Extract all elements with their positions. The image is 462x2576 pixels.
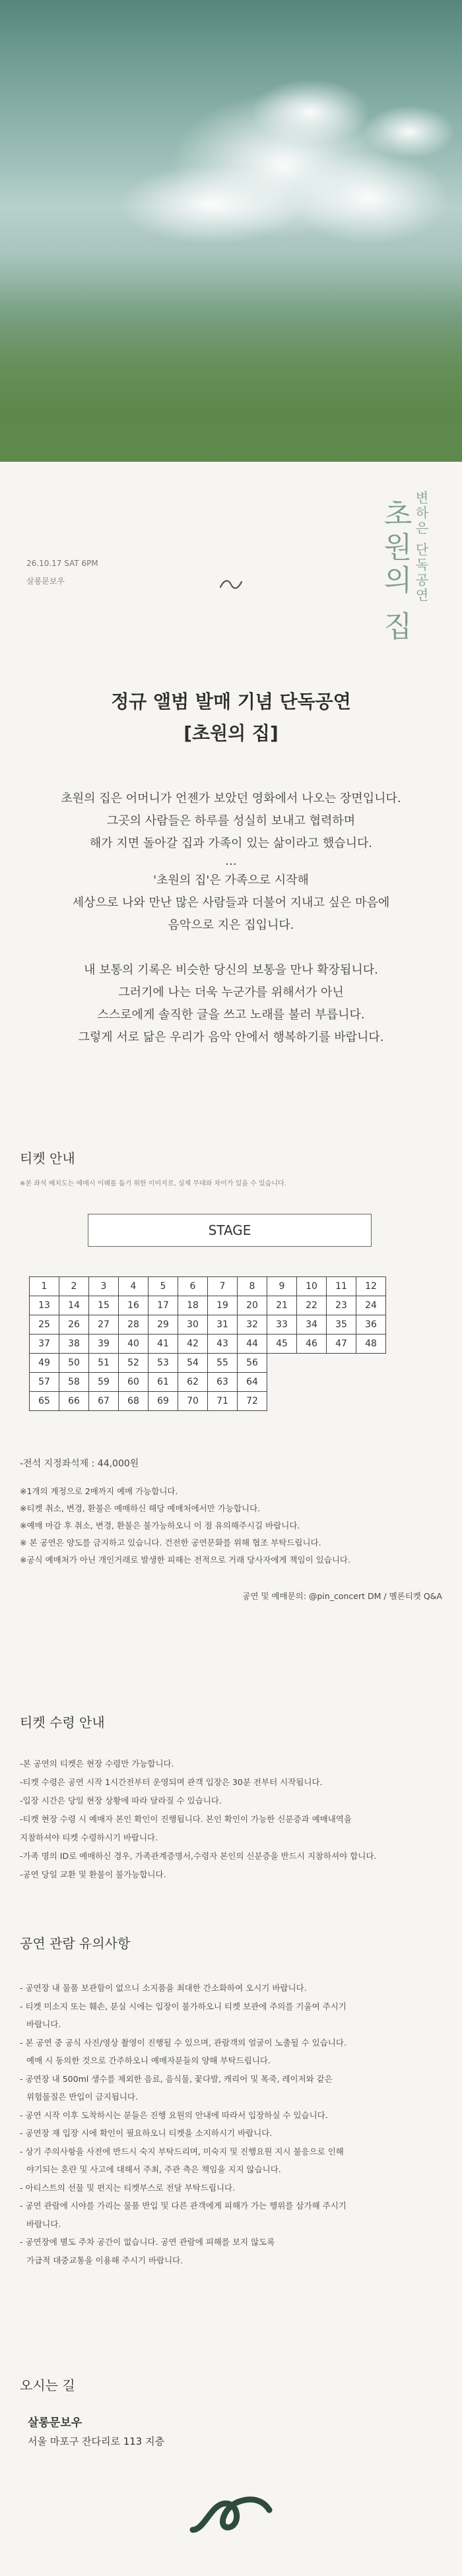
seat-cell: 27: [89, 1315, 119, 1335]
caution-item: 야기되는 혼란 및 사고에 대해서 주최, 주관 측은 책임을 지지 않습니다.: [26, 2164, 281, 2174]
caution-item: - 본 공연 중 공식 사진/영상 촬영이 진행될 수 있으며, 관람객의 얼굴이 노출될 수 있습니다.: [20, 2037, 346, 2048]
ticket-info: [20, 1455, 139, 1473]
intro-paragraph-3: [0, 959, 462, 1049]
seat-empty: [267, 1373, 297, 1392]
seat-map: [29, 1276, 386, 1411]
seat-cell: 70: [178, 1392, 208, 1411]
seat-cell: 22: [297, 1296, 327, 1315]
intro-line: 스스로에게 솔직한 글을 쓰고 노래를 불러 부릅니다.: [97, 1008, 365, 1022]
pickup-item: -입장 시간은 당일 현장 상황에 따라 달라질 수 있습니다.: [20, 1796, 222, 1806]
pickup-item: -티켓 수령은 공연 시작 1시간전부터 운영되며 관객 입장은 30분 전부터 시작됩니다.: [20, 1777, 323, 1787]
seat-cell: 59: [89, 1373, 119, 1392]
pickup-item: -가족 명의 ID로 예매하신 경우, 가족관계증명서,수령자 본인의 신분증을 반드시 지참하셔야 합니다.: [20, 1851, 377, 1861]
hero-scenery-graphic: [0, 0, 462, 462]
price-info: -전석 지정좌석제 : 44,000원: [20, 1459, 139, 1469]
caution-item: - 아티스트의 선물 및 편지는 티켓부스로 전달 부탁드립니다.: [20, 2182, 236, 2193]
caution-item: - 공연장에 별도 주차 공간이 없습니다. 공연 관람에 피해를 보지 않도록: [20, 2237, 275, 2247]
seat-cell: 57: [30, 1373, 59, 1392]
seat-cell: 36: [356, 1315, 386, 1335]
intro-ellipsis: ...: [225, 854, 237, 868]
headline-line1: 정규 앨범 발매 기념 단독공연: [111, 691, 351, 712]
pickup-item: -티켓 현장 수령 시 예매자 본인 확인이 진행됩니다. 본인 확인이 가능한 신분증과 예매내역을: [20, 1814, 352, 1824]
caution-item: - 공연장 내 500ml 생수를 제외한 음료, 음식물, 꽃다발, 캐리어 및 폭죽, 레이저와 같은: [20, 2073, 333, 2084]
seat-cell: 23: [327, 1296, 356, 1315]
seat-row: [30, 1392, 386, 1411]
seat-empty: [356, 1354, 386, 1373]
seat-empty: [267, 1392, 297, 1411]
seat-cell: 64: [238, 1373, 267, 1392]
seat-cell: 6: [178, 1277, 208, 1296]
seat-empty: [327, 1354, 356, 1373]
pickup-item: 지참하셔야 티켓 수령하시기 바랍니다.: [20, 1833, 158, 1842]
seat-cell: 14: [59, 1296, 89, 1315]
pickup-section-title: 티켓 수령 안내: [20, 1714, 105, 1730]
seat-cell: 66: [59, 1392, 89, 1411]
seat-row: [30, 1335, 386, 1354]
seat-cell: 20: [238, 1296, 267, 1315]
seat-cell: 45: [267, 1335, 297, 1354]
seat-cell: 28: [119, 1315, 148, 1335]
headline: [0, 686, 462, 749]
intro-line: 해가 지면 돌아갈 집과 가족이 있는 삶이라고 했습니다.: [89, 836, 373, 850]
seat-cell: 5: [148, 1277, 178, 1296]
seat-cell: 11: [327, 1277, 356, 1296]
seat-cell: 62: [178, 1373, 208, 1392]
ticket-note: ※1개의 계정으로 2매까지 예매 가능합니다.: [20, 1486, 178, 1496]
seat-row: [30, 1354, 386, 1373]
caution-item: - 티켓 미소지 또는 훼손, 분실 시에는 입장이 불가하오니 티켓 보관에 주의를 기울여 주시기: [20, 2001, 346, 2011]
seat-cell: 2: [59, 1277, 89, 1296]
seat-cell: 42: [178, 1335, 208, 1354]
seat-cell: 65: [30, 1392, 59, 1411]
seat-cell: 10: [297, 1277, 327, 1296]
caution-section-title: 공연 관람 유의사항: [20, 1935, 131, 1951]
seat-cell: 71: [208, 1392, 238, 1411]
pickup-item: -공연 당일 교환 및 환불이 불가능합니다.: [20, 1869, 166, 1879]
caution-item: - 공연 관람에 시야를 가리는 물품 반입 및 다른 관객에게 피해가 가는 행위를 삼가해 주시기: [20, 2201, 346, 2211]
intro-line: 음악으로 지은 집입니다.: [168, 918, 294, 932]
ticket-notes: [20, 1483, 350, 1569]
seat-cell: 58: [59, 1373, 89, 1392]
intro-line: 그렇게 서로 닮은 우리가 음악 안에서 행복하기를 바랍니다.: [78, 1030, 384, 1044]
caution-item: 예매 시 동의한 것으로 간주하오니 예매자분들의 양해 부탁드립니다.: [26, 2056, 271, 2065]
seat-cell: 30: [178, 1315, 208, 1335]
seat-cell: 41: [148, 1335, 178, 1354]
pickup-list: [20, 1755, 376, 1884]
seat-empty: [297, 1373, 327, 1392]
seat-cell: 52: [119, 1354, 148, 1373]
intro-paragraph-1: [0, 788, 462, 855]
seat-cell: 25: [30, 1315, 59, 1335]
seat-cell: 24: [356, 1296, 386, 1315]
intro-line: 그곳의 사람들은 하루를 성실히 보내고 협력하며: [106, 814, 356, 828]
caution-item: 위험물질은 반입이 금지됩니다.: [26, 2092, 138, 2102]
seat-cell: 67: [89, 1392, 119, 1411]
seat-cell: 16: [119, 1296, 148, 1315]
pickup-item: -본 공연의 티켓은 현장 수령만 가능합니다.: [20, 1759, 174, 1769]
seat-cell: 43: [208, 1335, 238, 1354]
seat-cell: 38: [59, 1335, 89, 1354]
seat-cell: 12: [356, 1277, 386, 1296]
seat-cell: 53: [148, 1354, 178, 1373]
seat-cell: 29: [148, 1315, 178, 1335]
seat-empty: [267, 1354, 297, 1373]
seat-cell: 13: [30, 1296, 59, 1315]
concert-date: 26.10.17 SAT 6PM: [26, 559, 98, 568]
ticket-note: ※공식 예매처가 아닌 개인거래로 발생한 피해는 전적으로 거래 당사자에게 책임이 있습니다.: [20, 1555, 350, 1565]
seat-cell: 4: [119, 1277, 148, 1296]
directions-section-title: 오시는 길: [20, 2377, 75, 2393]
seat-cell: 8: [238, 1277, 267, 1296]
seat-cell: 32: [238, 1315, 267, 1335]
caution-item: 가급적 대중교통을 이용해 주시기 바랍니다.: [26, 2255, 183, 2265]
seat-empty: [297, 1392, 327, 1411]
seat-cell: 54: [178, 1354, 208, 1373]
concert-subtitle: 변하은 단독공연: [413, 491, 429, 604]
seat-cell: 33: [267, 1315, 297, 1335]
seat-row: [30, 1373, 386, 1392]
headline-line2: [초원의 집]: [183, 722, 279, 744]
intro-line: 그러기에 나는 더욱 누군가를 위해서가 아닌: [118, 986, 344, 999]
intro-line: '초원의 집'은 가족으로 시작해: [153, 873, 309, 887]
ticket-note: ※예매 마감 후 취소, 변경, 환불은 불가능하오니 이 점 유의해주시길 바랍니다.: [20, 1521, 300, 1530]
seat-cell: 34: [297, 1315, 327, 1335]
ticket-note: ※티켓 취소, 변경, 환불은 예매하신 해당 예매처에서만 가능합니다.: [20, 1503, 261, 1513]
caution-item: - 공연 시작 이후 도착하시는 분들은 진행 요원의 안내에 따라서 입장하실 수 있습니다.: [20, 2110, 328, 2120]
caution-item: - 공연장 내 물품 보관함이 없으니 소지품을 최대한 간소화하여 오시기 바랍니다.: [20, 1983, 307, 1993]
seat-cell: 56: [238, 1354, 267, 1373]
seat-row: [30, 1277, 386, 1296]
seat-empty: [327, 1392, 356, 1411]
seat-map-note: ※본 좌석 배치도는 예매시 이해를 돕기 위한 이미지로, 실제 무대와 차이가 있을 수 있습니다.: [20, 1180, 286, 1187]
intro-line: 초원의 집은 어머니가 언젠가 보았던 영화에서 나오는 장면입니다.: [61, 792, 401, 805]
stage-label: STAGE: [88, 1214, 372, 1247]
venue-name: 살롱문보우: [28, 2416, 82, 2430]
caution-list: [20, 1979, 346, 2269]
logo-icon: [185, 2484, 277, 2543]
seat-cell: 68: [119, 1392, 148, 1411]
squiggle-icon: [218, 577, 244, 592]
seat-cell: 26: [59, 1315, 89, 1335]
seat-cell: 50: [59, 1354, 89, 1373]
concert-venue: 살롱문보우: [26, 577, 65, 586]
concert-title-vertical: 초원의 집: [378, 499, 412, 644]
seat-cell: 1: [30, 1277, 59, 1296]
seat-empty: [356, 1373, 386, 1392]
seat-cell: 46: [297, 1335, 327, 1354]
caution-item: 바랍니다.: [26, 2019, 61, 2029]
seat-cell: 37: [30, 1335, 59, 1354]
ticket-section-title: 티켓 안내: [20, 1150, 75, 1166]
seat-cell: 15: [89, 1296, 119, 1315]
seat-cell: 44: [238, 1335, 267, 1354]
seat-cell: 31: [208, 1315, 238, 1335]
caution-item: - 공연장 재 입장 시에 확인이 필요하오니 티켓을 소지하시기 바랍니다.: [20, 2128, 273, 2138]
seat-cell: 18: [178, 1296, 208, 1315]
contact-info: 공연 및 예매문의: @pin_concert DM / 멜론티켓 Q&A: [242, 1591, 442, 1601]
seat-empty: [356, 1392, 386, 1411]
hero-landscape-image: [0, 0, 462, 462]
seat-cell: 72: [238, 1392, 267, 1411]
seat-empty: [327, 1373, 356, 1392]
seat-cell: 51: [89, 1354, 119, 1373]
seat-cell: 35: [327, 1315, 356, 1335]
caution-item: 바랍니다.: [26, 2218, 61, 2229]
seat-cell: 3: [89, 1277, 119, 1296]
seat-cell: 47: [327, 1335, 356, 1354]
seat-cell: 63: [208, 1373, 238, 1392]
seat-cell: 69: [148, 1392, 178, 1411]
seat-cell: 21: [267, 1296, 297, 1315]
seat-cell: 55: [208, 1354, 238, 1373]
seat-cell: 61: [148, 1373, 178, 1392]
seat-cell: 7: [208, 1277, 238, 1296]
intro-line: 내 보통의 기록은 비슷한 당신의 보통을 만나 확장됩니다.: [84, 963, 378, 977]
caution-item: - 상기 주의사항을 사전에 반드시 숙지 부탁드리며, 미숙지 및 진행요원 지시 불응으로 인해: [20, 2146, 344, 2156]
seat-cell: 39: [89, 1335, 119, 1354]
seat-cell: 48: [356, 1335, 386, 1354]
seat-cell: 17: [148, 1296, 178, 1315]
title-area: [0, 462, 462, 679]
seat-row: [30, 1296, 386, 1315]
seat-cell: 40: [119, 1335, 148, 1354]
seat-cell: 49: [30, 1354, 59, 1373]
ticket-note: ※ 본 공연은 양도를 금지하고 있습니다. 건전한 공연문화를 위해 협조 부탁드립니다.: [20, 1538, 321, 1548]
seat-cell: 60: [119, 1373, 148, 1392]
seat-empty: [297, 1354, 327, 1373]
intro-text: [0, 788, 462, 1049]
venue-address: 서울 마포구 잔다리로 113 지층: [28, 2435, 165, 2447]
seat-row: [30, 1315, 386, 1335]
seat-cell: 19: [208, 1296, 238, 1315]
seat-cell: 9: [267, 1277, 297, 1296]
intro-paragraph-2: [0, 869, 462, 937]
intro-line: 세상으로 나와 만난 많은 사람들과 더불어 지내고 싶은 마음에: [72, 896, 390, 910]
